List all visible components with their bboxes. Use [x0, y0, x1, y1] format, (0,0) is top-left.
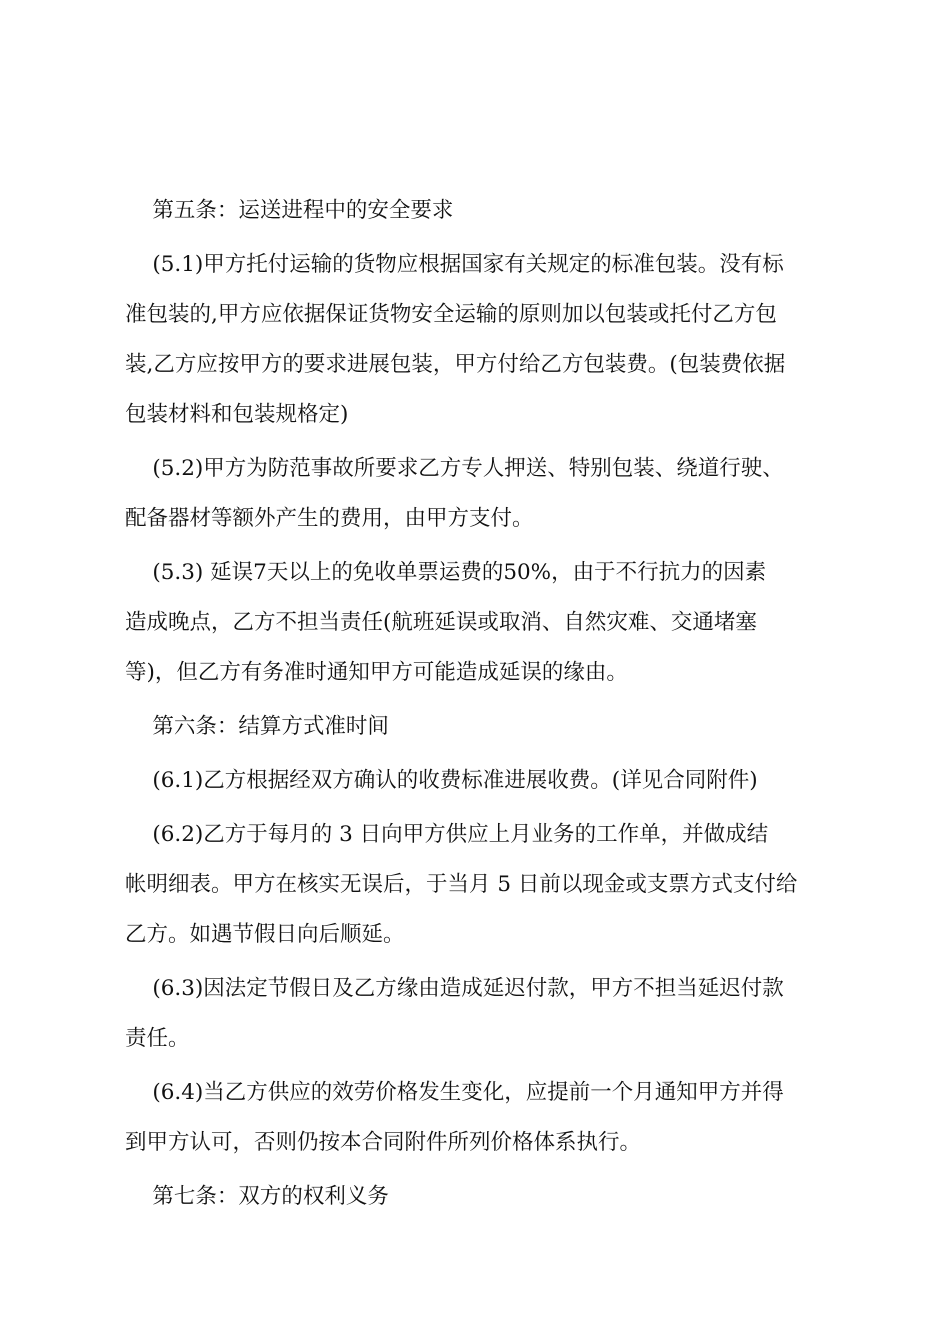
- paragraph-6-4: [125, 1068, 837, 1168]
- text-line: 到甲方认可，否则仍按本合同附件所列价格体系执行。: [125, 1130, 642, 1155]
- text-line: 包装材料和包装规格定): [125, 402, 349, 427]
- text-line: 第五条：运送进程中的安全要求: [125, 198, 454, 223]
- heading-article-7: [125, 1172, 837, 1222]
- text-line: (6.1)乙方根据经双方确认的收费标准进展收费。(详见合同附件): [125, 768, 758, 793]
- paragraph-6-2: [125, 810, 837, 960]
- text-line: 准包装的,甲方应依据保证货物安全运输的原则加以包装或托付乙方包: [125, 302, 777, 327]
- text-line: 装,乙方应按甲方的要求进展包装，甲方付给乙方包装费。(包装费依据: [125, 352, 786, 377]
- paragraph-6-3: [125, 964, 837, 1064]
- paragraph-6-1: [125, 756, 837, 806]
- text-line: (5.2)甲方为防范事故所要求乙方专人押送、特别包装、绕道行驶、: [125, 456, 784, 481]
- text-line: (6.4)当乙方供应的效劳价格发生变化，应提前一个月通知甲方并得: [125, 1080, 784, 1105]
- text-line: (5.1)甲方托付运输的货物应根据国家有关规定的标准包装。没有标: [125, 252, 784, 277]
- text-line: 配备器材等额外产生的费用，由甲方支付。: [125, 506, 534, 531]
- heading-article-5: [125, 186, 837, 236]
- text-line: 第六条：结算方式准时间: [125, 714, 389, 739]
- paragraph-5-2: [125, 444, 837, 544]
- paragraph-5-1: [125, 240, 837, 440]
- text-line: 帐明细表。甲方在核实无误后，于当月 5 日前以现金或支票方式支付给: [125, 872, 798, 897]
- document-body: [125, 186, 837, 1222]
- text-line: 责任。: [125, 1026, 190, 1051]
- text-line: (5.3) 延误7天以上的免收单票运费的50%，由于不行抗力的因素: [125, 560, 767, 585]
- paragraph-5-3: [125, 548, 837, 698]
- text-line: 造成晚点，乙方不担当责任(航班延误或取消、自然灾难、交通堵塞: [125, 610, 757, 635]
- text-line: 等)，但乙方有务准时通知甲方可能造成延误的缘由。: [125, 660, 628, 685]
- text-line: (6.3)因法定节假日及乙方缘由造成延迟付款，甲方不担当延迟付款: [125, 976, 784, 1001]
- text-line: 乙方。如遇节假日向后顺延。: [125, 922, 405, 947]
- text-line: (6.2)乙方于每月的 3 日向甲方供应上月业务的工作单，并做成结: [125, 822, 769, 847]
- heading-article-6: [125, 702, 837, 752]
- text-line: 第七条：双方的权利义务: [125, 1184, 389, 1209]
